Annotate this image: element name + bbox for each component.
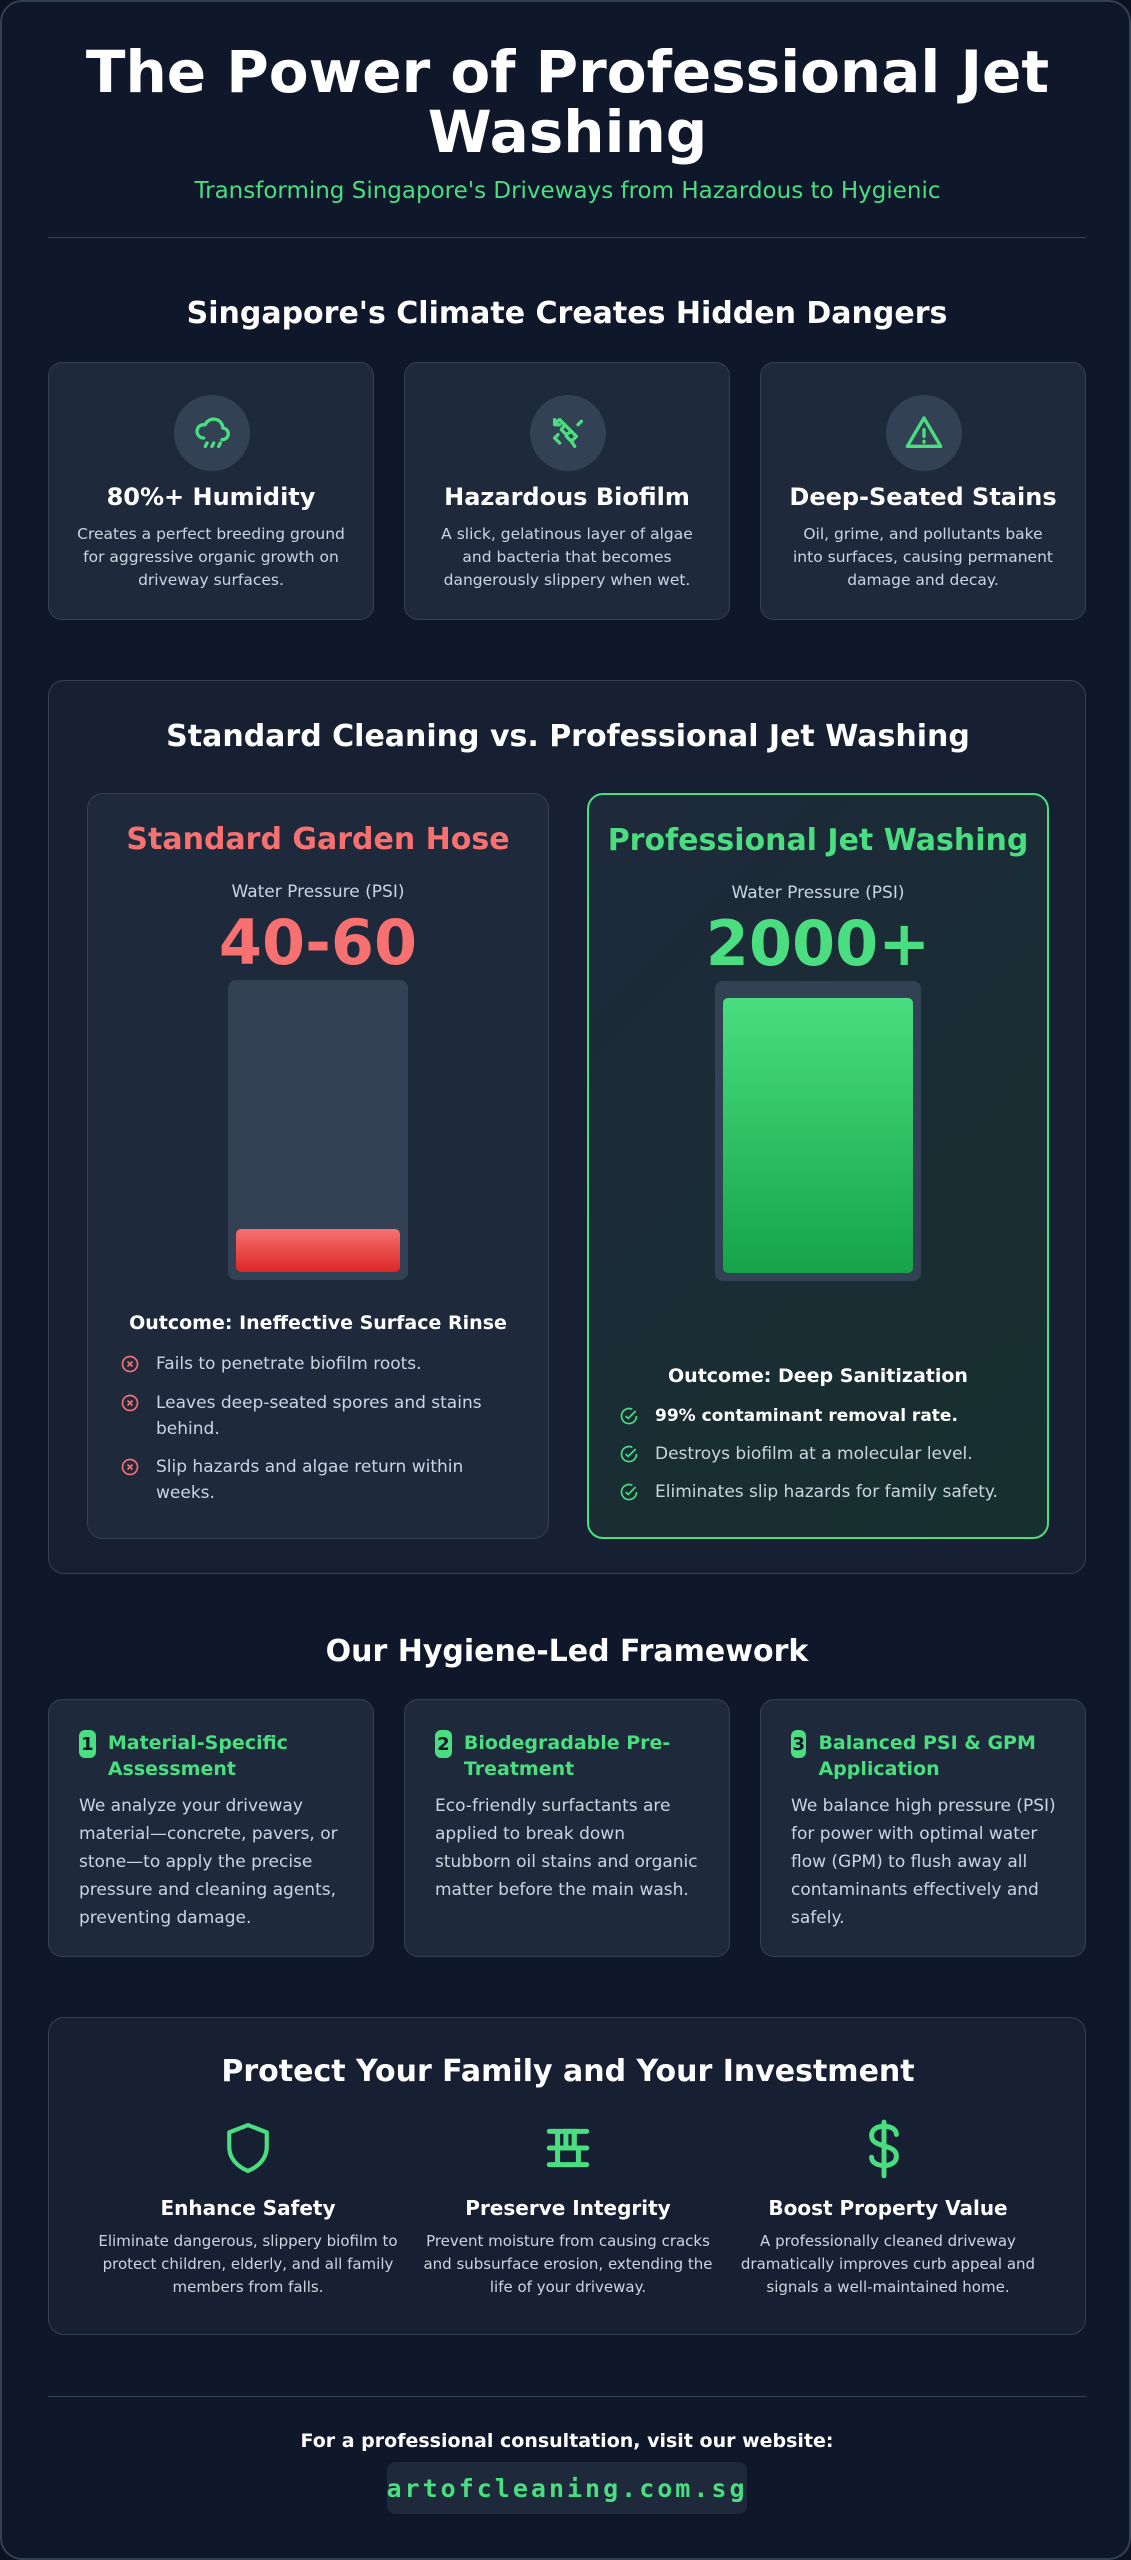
step-header <box>791 1730 1061 1782</box>
list-item <box>619 1403 1029 1434</box>
benefit-title: Preserve Integrity <box>465 2196 671 2220</box>
framework-step-card <box>760 1699 1086 1957</box>
framework-step-card <box>48 1699 374 1957</box>
check-circle-icon <box>619 1406 641 1434</box>
bacteria-icon <box>530 395 606 471</box>
list-item <box>619 1441 1029 1472</box>
danger-card-stains <box>760 362 1086 620</box>
x-circle-icon <box>120 1354 142 1382</box>
step-header <box>435 1730 705 1782</box>
divider <box>48 2396 1086 2397</box>
standard-hose-card <box>87 793 549 1539</box>
standard-outcome: Outcome: Ineffective Surface Rinse <box>129 1312 507 1334</box>
warning-triangle-icon <box>886 395 962 471</box>
pro-outcome: Outcome: Deep Sanitization <box>668 1365 968 1387</box>
danger-title: Deep-Seated Stains <box>789 483 1057 511</box>
danger-title: Hazardous Biofilm <box>444 483 690 511</box>
danger-description: Oil, grime, and pollutants bake into surfaces, causing permanent damage and decay. <box>793 525 1053 589</box>
step-title: Biodegradable Pre-Treatment <box>463 1732 671 1780</box>
list-item-text: Destroys biofilm at a molecular level. <box>655 1444 973 1464</box>
pressure-bar-track <box>228 980 408 1280</box>
benefit-description: A professionally cleaned driveway dramatically improves curb appeal and signals a well-maintained home. <box>740 2232 1036 2296</box>
step-header <box>79 1730 349 1782</box>
pressure-bar-fill <box>723 998 913 1273</box>
divider <box>48 237 1086 238</box>
psi-label: Water Pressure (PSI) <box>731 883 905 903</box>
list-item-text: Slip hazards and algae return within weeks. <box>156 1457 464 1503</box>
step-number-badge: 1 <box>79 1730 96 1758</box>
step-number-badge: 3 <box>791 1730 806 1758</box>
pressure-bar-track <box>715 981 921 1281</box>
step-description: We analyze your driveway material—concrete, pavers, or stone—to apply the precise pressure and cleaning agents, preventing damage. <box>79 1796 338 1928</box>
shield-icon <box>223 2120 273 2180</box>
framework-step-card <box>404 1699 730 1957</box>
step-description: Eco-friendly surfactants are applied to break down stubborn oil stains and organic matter before the main wash. <box>435 1796 698 1900</box>
psi-label: Water Pressure (PSI) <box>231 882 405 902</box>
step-title: Material-Specific Assessment <box>107 1732 288 1780</box>
danger-description: A slick, gelatinous layer of algae and bacteria that becomes dangerously slippery when wet. <box>441 525 693 589</box>
step-number-badge: 2 <box>435 1730 452 1758</box>
dangers-section-title: Singapore's Climate Creates Hidden Dangers <box>186 296 948 331</box>
check-circle-icon <box>619 1444 641 1472</box>
footer-text: For a professional consultation, visit our website: <box>300 2430 834 2452</box>
benefit-description: Eliminate dangerous, slippery biofilm to protect children, elderly, and all family members from falls. <box>98 2232 398 2296</box>
pro-heading: Professional Jet Washing <box>607 823 1029 858</box>
list-item-text: Leaves deep-seated spores and stains behind. <box>156 1393 482 1439</box>
x-circle-icon <box>120 1393 142 1421</box>
dollar-icon <box>859 2118 909 2184</box>
pressure-bar-fill <box>236 1229 400 1272</box>
comparison-title: Standard Cleaning vs. Professional Jet Washing <box>166 719 970 754</box>
list-item-text: 99% contaminant removal rate. <box>655 1406 958 1426</box>
pro-jet-washing-card <box>587 793 1049 1539</box>
step-description: We balance high pressure (PSI) for power with optimal water flow (GPM) to flush away all contaminants effectively and safely. <box>791 1796 1056 1928</box>
website-link[interactable]: artofcleaning.com.sg <box>387 2462 747 2514</box>
list-item <box>120 1351 520 1382</box>
benefit-description: Prevent moisture from causing cracks and subsurface erosion, extending the life of your driveway. <box>423 2232 713 2296</box>
danger-description: Creates a perfect breeding ground for aggressive organic growth on driveway surfaces. <box>77 525 345 589</box>
step-title: Balanced PSI & GPM Application <box>818 1732 1036 1780</box>
benefits-panel <box>48 2017 1086 2335</box>
page-title: The Power of Professional Jet Washing <box>85 38 1050 166</box>
x-circle-icon <box>120 1457 142 1485</box>
list-item <box>120 1390 520 1442</box>
benefit-title: Boost Property Value <box>768 2196 1008 2220</box>
page-subtitle: Transforming Singapore's Driveways from Hazardous to Hygienic <box>194 178 941 204</box>
psi-value: 2000+ <box>705 907 931 980</box>
bricks-icon <box>543 2122 593 2178</box>
comparison-panel <box>48 680 1086 1574</box>
benefits-title: Protect Your Family and Your Investment <box>221 2054 915 2089</box>
list-item <box>120 1454 520 1506</box>
list-item-text: Fails to penetrate biofilm roots. <box>156 1354 422 1374</box>
benefit-title: Enhance Safety <box>160 2196 336 2220</box>
rain-cloud-icon <box>174 395 250 471</box>
standard-heading: Standard Garden Hose <box>126 822 510 857</box>
framework-section-title: Our Hygiene-Led Framework <box>325 1634 809 1669</box>
danger-card-humidity <box>48 362 374 620</box>
danger-card-biofilm <box>404 362 730 620</box>
list-item-text: Eliminates slip hazards for family safety. <box>655 1482 998 1502</box>
check-circle-icon <box>619 1482 641 1510</box>
list-item <box>619 1479 1029 1510</box>
danger-title: 80%+ Humidity <box>106 483 316 511</box>
psi-value: 40-60 <box>218 906 418 979</box>
